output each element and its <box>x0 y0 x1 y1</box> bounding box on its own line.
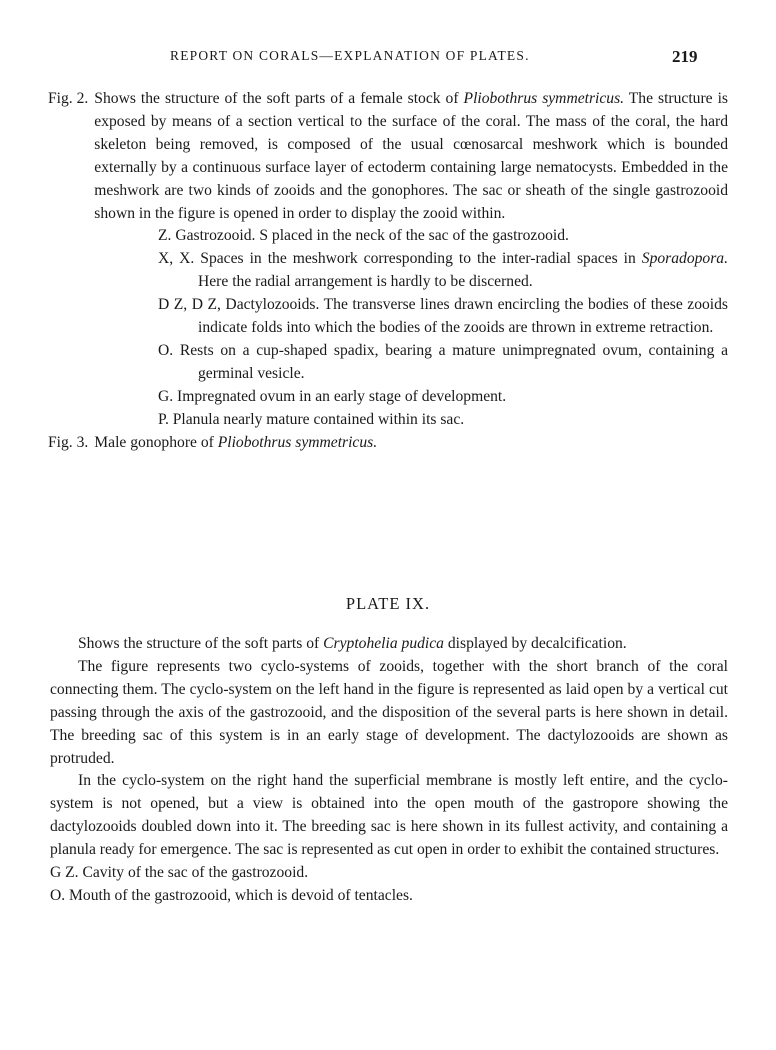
plate-paragraph-1 <box>50 633 728 656</box>
legend-item-x <box>158 248 728 294</box>
plate-legend-gz: G Z. Cavity of the sac of the gastrozooid. <box>50 864 309 882</box>
page-number: 219 <box>672 47 698 66</box>
fig-2-entry <box>48 88 728 225</box>
legend-item-z: Z. Gastrozooid. S placed in the neck of the sac of the gastrozooid. <box>158 227 569 245</box>
fig-3-text: Male gonophore of <box>94 433 218 451</box>
page-header <box>0 48 776 68</box>
fig-3-label: Fig. 3. <box>48 433 89 451</box>
legend-item-o: O. Rests on a cup-shaped spadix, bearing a mature unimpregnated ovum, containing a germinal vesicle. <box>158 341 728 382</box>
plate-para1-text-a: Shows the structure of the soft parts of <box>78 635 324 652</box>
legend-item-dz: D Z, D Z, Dactylozooids. The transverse lines drawn encircling the bodies of these zooids indicate folds into which the bodies of the zooids are thrown in extreme retraction. <box>158 296 728 337</box>
plate-para1-species: Cryptohelia pudica <box>323 635 444 652</box>
plate-ix-explanation <box>50 633 728 908</box>
running-title: REPORT ON CORALS—EXPLANATION OF PLATES. <box>170 48 530 63</box>
fig-2-legend <box>158 225 728 431</box>
plate-legend-o: O. Mouth of the gastrozooid, which is devoid of tentacles. <box>50 886 413 904</box>
fig-2-description <box>94 88 728 225</box>
fig-2-text-1: Shows the structure of the soft parts of a female stock of <box>94 90 464 107</box>
plate-para1-text-b: displayed by decalcification. <box>443 635 627 652</box>
fig-2-species: Pliobothrus symmetricus. <box>463 90 625 107</box>
fig-2-text-2: The structure is exposed by means of a section vertical to the surface of the coral. The mass of the coral, the hard skeleton being removed, is composed of the usual cœnosarcal meshwork which is bounded externally by a continuous surface layer of ectoderm containing large nematocysts. Embedded in the meshwork are two kinds of zooids and the gonophores. The sac or sheath of the single gastrozooid shown in the figure is opened in order to display the zooid within. <box>94 90 728 222</box>
legend-x-text-1: X, X. Spaces in the meshwork corresponding to the inter-radial spaces in <box>158 250 642 268</box>
plate-paragraph-2: The figure represents two cyclo-systems of zooids, together with the short branch of the coral connecting them. The cyclo-system on the left hand in the figure is represented as laid open by a vertical cut passing through the axis of the gastrozooid, and the disposition of the several parts is here shown in detail. The breeding sac of this system is in an early stage of development. The dactylozooids are shown as protruded. <box>50 657 728 767</box>
fig-2-label: Fig. 2. <box>48 90 89 107</box>
legend-x-species: Sporadopora. <box>641 250 728 268</box>
fig-3-entry <box>48 432 728 455</box>
legend-item-p: P. Planula nearly mature contained within its sac. <box>158 410 465 428</box>
fig-3-description <box>94 432 728 455</box>
plate-title: PLATE IX. <box>345 594 431 613</box>
plate-paragraph-3: In the cyclo-system on the right hand the superficial membrane is mostly left entire, and the cyclo-system is not opened, but a view is obtained into the open mouth of the gastropore showing the dactylozooids doubled down into it. The breeding sac is here shown in its fullest activity, and containing a planula ready for emergence. The sac is represented as cut open in order to exhibit the contained structures. <box>50 772 728 859</box>
fig-3-species: Pliobothrus symmetricus. <box>217 433 378 451</box>
figure-explanations <box>48 88 728 455</box>
legend-item-g: G. Impregnated ovum in an early stage of development. <box>158 387 507 405</box>
legend-x-text-2: Here the radial arrangement is hardly to be discerned. <box>198 273 533 291</box>
